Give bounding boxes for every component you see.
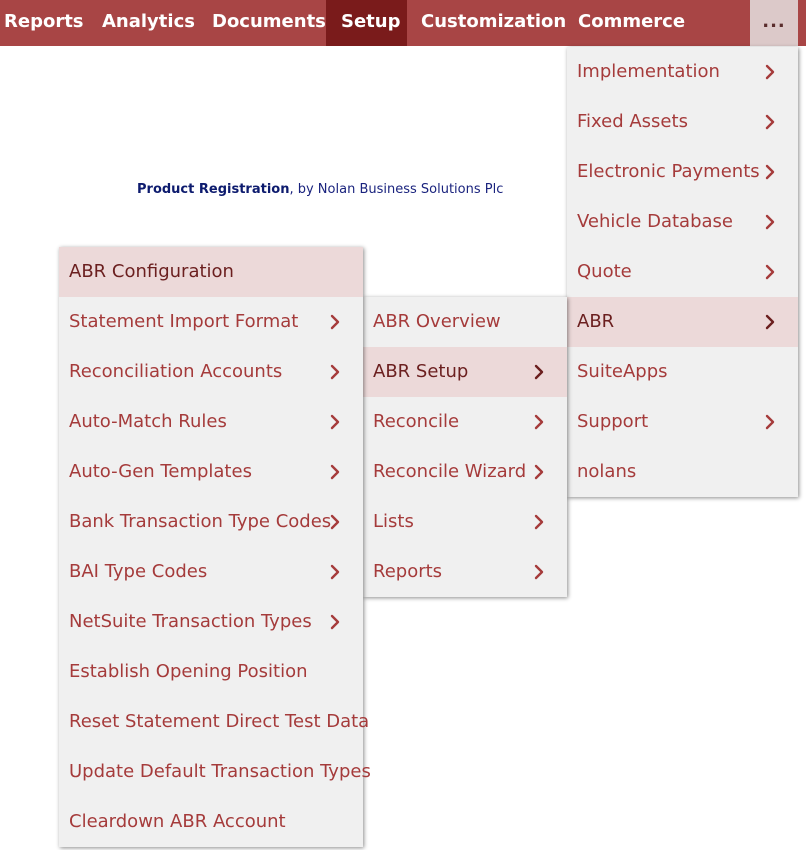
abr-setup-menu-item-label: Auto-Gen Templates (69, 461, 252, 482)
setup-menu-item-label: Support (577, 411, 649, 432)
abr-setup-menu-item-label: BAI Type Codes (69, 561, 208, 582)
abr-setup-menu-item-statement-import-format[interactable] (59, 297, 363, 347)
tab-customization[interactable]: Customization (421, 11, 567, 32)
chevron-right-icon (327, 414, 343, 430)
abr-setup-menu-item-netsuite-transaction-types[interactable] (59, 597, 363, 647)
credit-byline: , by Nolan Business Solutions Plc (289, 182, 504, 197)
setup-menu-item-label: Fixed Assets (577, 111, 688, 132)
abr-setup-menu-item-reset-statement-direct-test-data[interactable] (59, 697, 370, 747)
setup-menu-item-label: nolans (577, 461, 637, 482)
abr-setup-menu-item-label: Reset Statement Direct Test Data (69, 711, 370, 732)
setup-menu-item-label: SuiteApps (577, 361, 668, 382)
tab-setup[interactable]: Setup (326, 0, 407, 46)
abr-menu-item-reconcile[interactable] (363, 397, 567, 447)
tab-documents[interactable]: Documents (212, 11, 326, 32)
setup-menu-item-quote[interactable] (567, 247, 798, 297)
setup-menu-item-support[interactable] (567, 397, 798, 447)
product-credit (137, 182, 503, 197)
abr-menu-item-label: Reconcile Wizard (373, 461, 527, 482)
chevron-right-icon (327, 364, 343, 380)
chevron-right-icon (327, 614, 343, 630)
abr-menu-item-abr-overview[interactable] (363, 297, 567, 347)
abr-setup-menu-item-bank-transaction-type-codes[interactable] (59, 497, 363, 547)
abr-menu-item-lists[interactable] (363, 497, 567, 547)
setup-menu-item-implementation[interactable] (567, 47, 798, 97)
abr-setup-menu-item-abr-configuration[interactable] (59, 247, 363, 297)
setup-menu (567, 47, 798, 497)
abr-setup-menu-item-reconciliation-accounts[interactable] (59, 347, 363, 397)
setup-menu-item-label: Implementation (577, 61, 720, 82)
abr-menu-item-reports[interactable] (363, 547, 567, 597)
abr-submenu (363, 297, 567, 597)
main-navbar (0, 0, 806, 46)
abr-setup-menu-item-label: NetSuite Transaction Types (69, 611, 312, 632)
abr-setup-menu-item-label: Auto-Match Rules (69, 411, 227, 432)
setup-menu-item-electronic-payments[interactable] (567, 147, 798, 197)
more-tabs-button[interactable]: ... (750, 0, 798, 46)
setup-menu-item-label: ABR (577, 311, 615, 332)
chevron-right-icon (762, 414, 778, 430)
chevron-right-icon (531, 464, 547, 480)
abr-setup-menu-item-label: Reconciliation Accounts (69, 361, 283, 382)
chevron-right-icon (327, 464, 343, 480)
chevron-right-icon (762, 214, 778, 230)
setup-menu-item-suiteapps[interactable] (567, 347, 798, 397)
setup-menu-item-label: Quote (577, 261, 632, 282)
chevron-right-icon (531, 564, 547, 580)
abr-menu-item-label: ABR Setup (373, 361, 469, 382)
abr-setup-menu-item-label: Establish Opening Position (69, 661, 308, 682)
chevron-right-icon (327, 564, 343, 580)
abr-setup-menu-item-label: Update Default Transaction Types (69, 761, 371, 782)
tab-analytics[interactable]: Analytics (102, 11, 195, 32)
setup-menu-item-nolans[interactable] (567, 447, 798, 497)
abr-menu-item-abr-setup[interactable] (363, 347, 567, 397)
chevron-right-icon (531, 414, 547, 430)
chevron-right-icon (327, 314, 343, 330)
abr-setup-menu-item-auto-match-rules[interactable] (59, 397, 363, 447)
chevron-right-icon (762, 264, 778, 280)
setup-menu-item-fixed-assets[interactable] (567, 97, 798, 147)
abr-setup-menu-item-label: Statement Import Format (69, 311, 299, 332)
chevron-right-icon (531, 364, 547, 380)
chevron-right-icon (531, 514, 547, 530)
chevron-right-icon (762, 64, 778, 80)
setup-menu-item-label: Electronic Payments (577, 161, 760, 182)
abr-setup-submenu (59, 247, 371, 847)
abr-setup-menu-item-update-default-transaction-types[interactable] (59, 747, 371, 797)
tab-commerce[interactable]: Commerce (578, 11, 686, 32)
product-registration-link[interactable]: Product Registration (137, 182, 290, 197)
tab-reports[interactable]: Reports (4, 11, 84, 32)
setup-menu-item-label: Vehicle Database (577, 211, 733, 232)
abr-setup-menu-item-bai-type-codes[interactable] (59, 547, 363, 597)
abr-setup-menu-item-establish-opening-position[interactable] (59, 647, 363, 697)
chevron-right-icon (762, 114, 778, 130)
setup-menu-item-abr[interactable] (567, 297, 798, 347)
setup-menu-item-vehicle-database[interactable] (567, 197, 798, 247)
abr-setup-menu-item-label: Cleardown ABR Account (69, 811, 286, 832)
abr-menu-item-label: ABR Overview (373, 311, 501, 332)
chevron-right-icon (327, 514, 343, 530)
abr-setup-menu-item-label: ABR Configuration (69, 261, 234, 282)
abr-menu-item-label: Lists (373, 511, 414, 532)
abr-menu-item-reconcile-wizard[interactable] (363, 447, 567, 497)
abr-menu-item-label: Reports (373, 561, 443, 582)
chevron-right-icon (762, 164, 778, 180)
abr-setup-menu-item-cleardown-abr-account[interactable] (59, 797, 363, 847)
chevron-right-icon (762, 314, 778, 330)
abr-setup-menu-item-label: Bank Transaction Type Codes (69, 511, 332, 532)
abr-menu-item-label: Reconcile (373, 411, 460, 432)
abr-setup-menu-item-auto-gen-templates[interactable] (59, 447, 363, 497)
